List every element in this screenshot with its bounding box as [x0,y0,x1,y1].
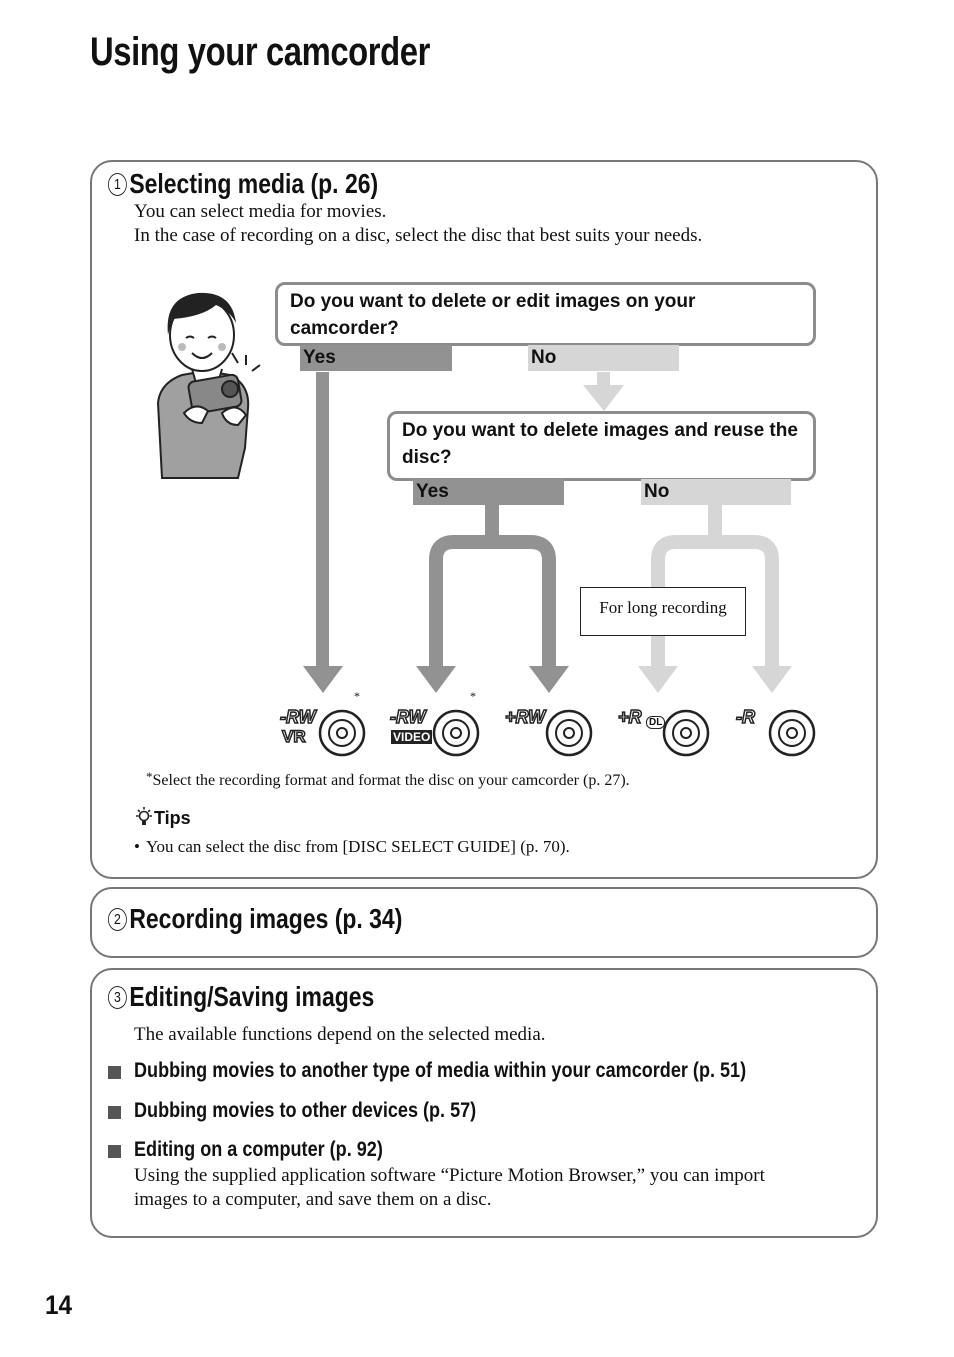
disc-logo-plus-rw [505,705,593,757]
bullet-square [108,1066,121,1079]
disc-logo-plus-r-dl [618,705,710,757]
page-title: Using your camcorder [90,30,430,74]
section3-heading [108,981,374,1013]
bullet-square [108,1145,121,1158]
question1-box [275,282,816,346]
disc-logo-rw-vr [280,689,368,757]
question2-box [387,411,816,481]
disc-label-dl: DL [646,716,665,729]
section1-number: 1 [108,173,127,196]
item-dubbing-another-media: Dubbing movies to another type of media within your camcorder (p. 51) [134,1059,747,1082]
section1-line2: In the case of recording on a disc, select the disc that best suits your needs. [134,225,703,246]
section1-title: Selecting media (p. 26) [129,168,379,199]
disc-asterisk: * [354,689,360,703]
tip-bullet: • [134,837,140,856]
tip-item [134,837,570,857]
item-editing-computer: Editing on a computer (p. 92) [134,1138,383,1161]
item-editing-desc-line1: Using the supplied application software “Picture Motion Browser,” you can import [134,1165,765,1186]
tips-label: Tips [154,808,191,828]
section1-line1: You can select media for movies. [134,201,387,222]
section3-number: 3 [108,986,127,1009]
disc-label-top: +R [618,707,642,727]
section3-title: Editing/Saving images [129,981,375,1012]
footnote-text: Select the recording format and format the disc on your camcorder (p. 27). [152,772,630,789]
disc-label-bottom: VIDEO [393,730,431,744]
disc-label-top: +RW [505,707,546,727]
section2-number: 2 [108,908,127,931]
item-dubbing-other-devices: Dubbing movies to other devices (p. 57) [134,1099,477,1122]
disc-logo-minus-r [736,705,816,757]
footnote [146,769,630,790]
tips-heading [134,806,191,829]
disc-logo-rw-video [390,689,482,757]
section2-heading [108,903,402,935]
question2-text: Do you want to delete images and reuse the disc? [402,420,798,468]
q2-no-label: No [641,479,791,505]
long-recording-label: For long recording [599,598,727,617]
long-recording-box [580,587,746,636]
section3-intro: The available functions depend on the selected media. [134,1024,546,1045]
disc-label-top: -R [736,707,755,727]
lightbulb-icon [134,806,154,828]
disc-asterisk: * [470,689,476,703]
question1-text: Do you want to delete or edit images on your camcorder? [290,291,696,339]
bullet-square [108,1106,121,1119]
disc-label-top: -RW [280,707,316,727]
footnote-mark: * [146,769,153,784]
q1-yes-label: Yes [300,345,452,371]
disc-label-top: -RW [390,707,426,727]
section2-title: Recording images (p. 34) [129,903,403,934]
q2-yes-label: Yes [413,479,564,505]
q1-no-label: No [528,345,679,371]
tip-text: You can select the disc from [DISC SELECT GUIDE] (p. 70). [145,837,570,856]
item-editing-desc-line2: images to a computer, and save them on a disc. [134,1189,492,1210]
page-number: 14 [45,1290,73,1320]
disc-label-bottom: VR [282,727,306,746]
